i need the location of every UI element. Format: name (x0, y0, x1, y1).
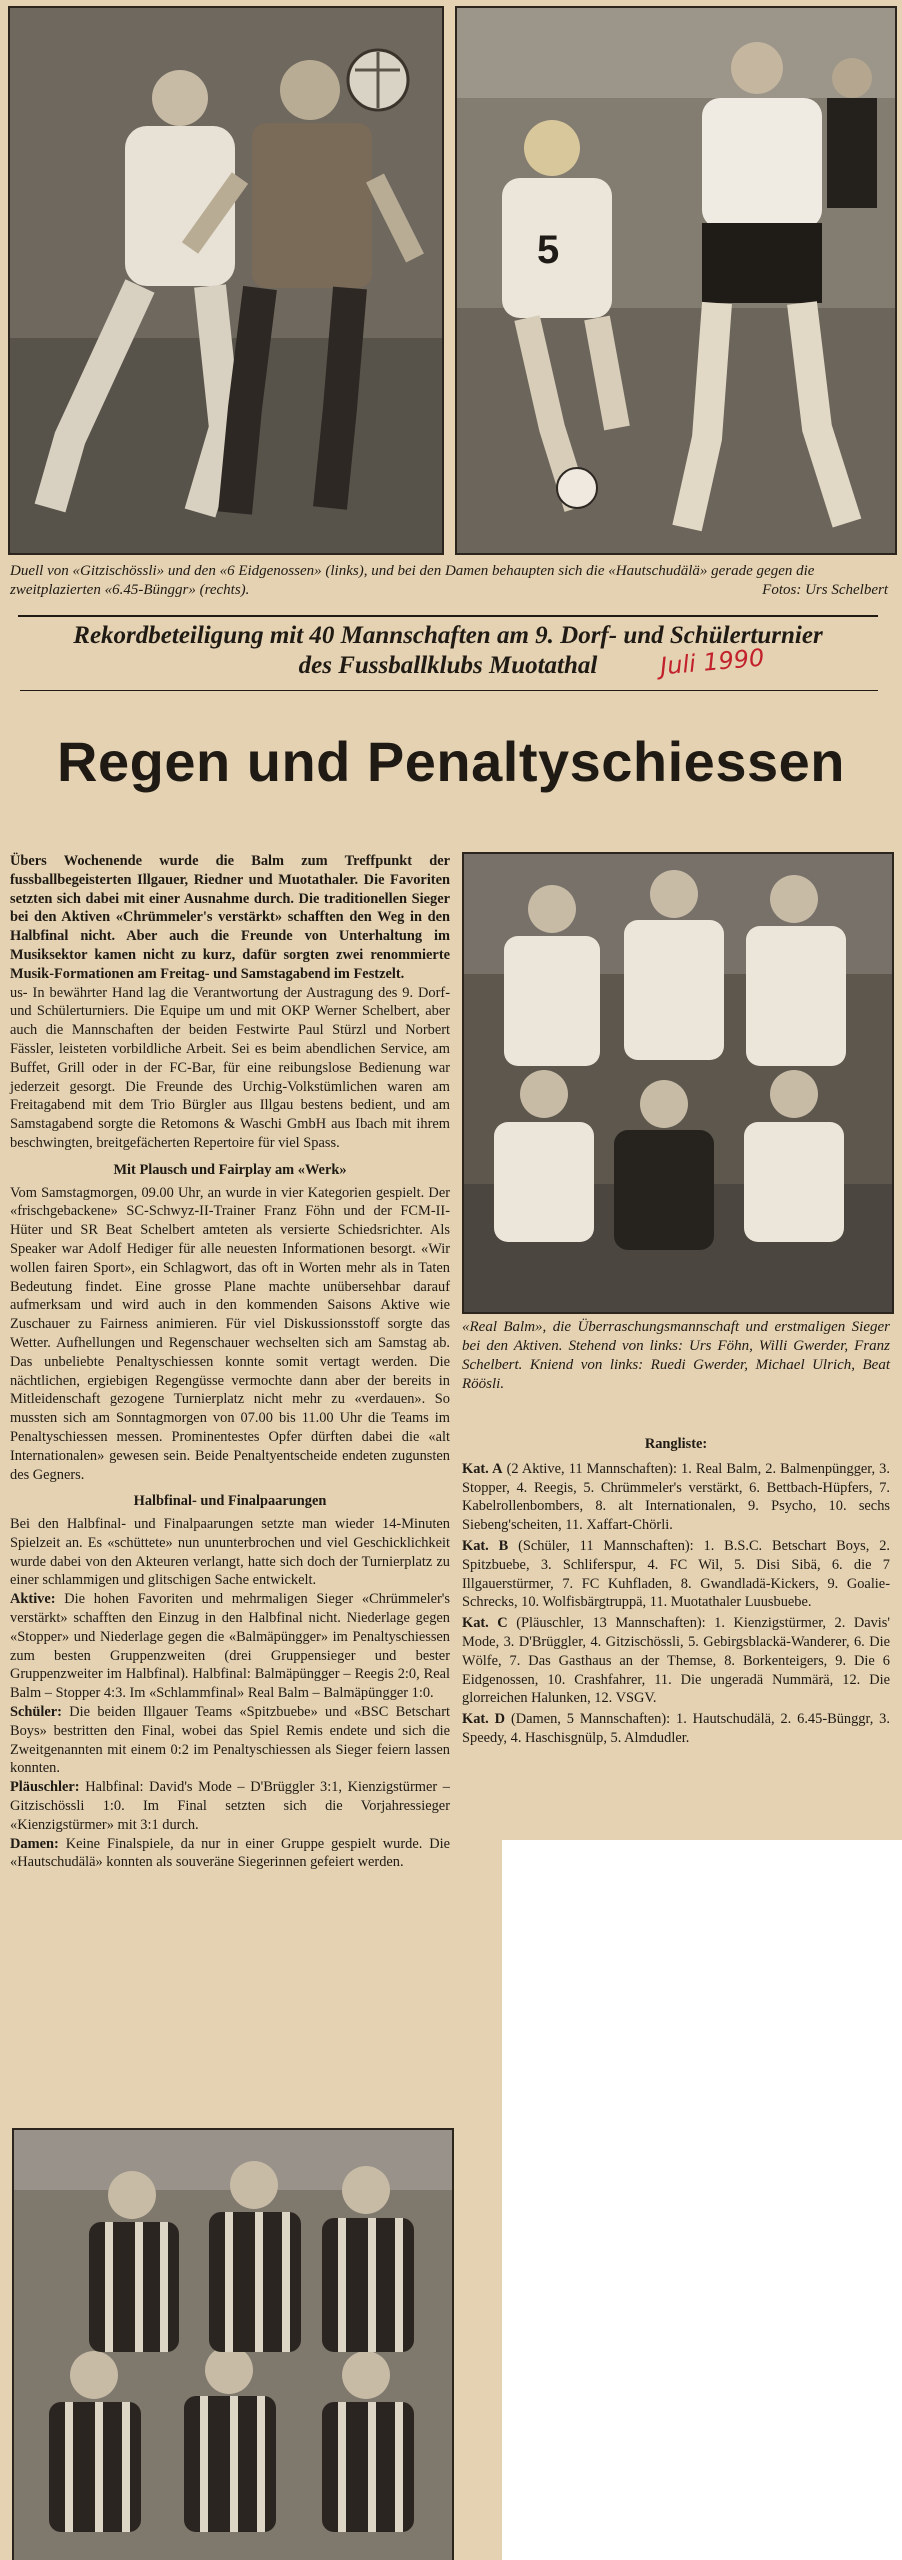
article-paragraph-schueler (10, 1703, 450, 1778)
rangliste-kat-c-label: Kat. C (462, 1615, 508, 1632)
rangliste-kat-a-label: Kat. A (462, 1460, 503, 1477)
photo-real-balm-team-image (464, 854, 892, 1312)
photo-men-duel-image (10, 8, 442, 553)
kicker-line-1: Rekordbeteiligung mit 40 Mannschaften am 9. Dorf- und Schülerturnier (73, 622, 823, 649)
article-paragraph-1: us- In bewährter Hand lag die Verantwortung der Austragung des 9. Dorf- und Schülerturniers. Die Equipe um und mit OKP Werner Schelbert, aber auch die Mannschaften der beiden Festwirte Paul Stürzl und Norbert Fässler, leisteten vorbildliche Arbeit. Sei es beim abendlichen Service, am Buffet, Grill oder in der FC-Bar, für eine reibungslose Bedienung war jederzeit gesorgt. Die Freunde des Urchig-Volkstümlichen waren am Freitagabend mit dem Trio Bürgler aus Illgau bestens bedient, und am Samstagabend sorgte die Retomons & Waschi GmbH aus Ibach mit ihrem beschwingten, breitgefächerten Repertoire für viel Spass. (10, 984, 450, 1151)
headline: Regen und Penaltyschiessen (57, 730, 845, 793)
kicker-top-rule (18, 615, 878, 617)
rangliste-kat-c-text: (Pläuschler, 13 Mannschaften): 1. Kienzigstürmer, 2. Davis' Mode, 3. D'Brüggler, 4. Gitzischössli, 5. Gebirgsblackä-Wanderer, 6. Die Wölfe, 7. Das Gasthaus an der Themse, 8. Borkenteigers, 9. Die 6 Eidgenossen, 10. Crashfahrer, 11. Die ungeradä Nummärä, 12. Die glorreichen Halunken, 12. VSGV. (462, 1615, 890, 1707)
rangliste-kat-b (462, 1537, 890, 1612)
rangliste-kat-a (462, 1460, 890, 1535)
rangliste-kat-b-label: Kat. B (462, 1537, 509, 1554)
photo-real-balm-team (462, 852, 894, 1314)
rangliste-kat-b-text: (Schüler, 11 Mannschaften): 1. B.S.C. Betschart Boys, 2. Spitzbuebe, 3. Schliferspur, 4. FC Wil, 5. Disi Sibä, 6. die 7 Illgauerstürmer, 7. FC Kuhfladen, 8. Gwandladä-Kickers, 9. Goalie-Schrecks, 10. Wolfisbärgtruppä, 11. Muotathaler Luusbuebe. (462, 1537, 890, 1611)
label-plaeuschler: Pläuschler: (10, 1779, 80, 1796)
article-paragraph-plaeuschler (10, 1778, 450, 1834)
article-lead: Übers Wochenende wurde die Balm zum Treffpunkt der fussballbegeisterten Illgauer, Riedner und Muotathaler. Die Favoriten setzten sich dabei mit einer Ausnahme durch. Die traditionellen Sieger bei den Aktiven «Chrümmeler's verstärkt» schafften den Weg in den Halbfinal nicht. Aber auch die Freunde von Unterhaltung im Musiksektor kamen nicht zu kurz, dafür sorgten zwei renommierte Musik-Formationen am Freitag- und Samstagabend im Festzelt. (10, 853, 450, 982)
rangliste-kat-d (462, 1710, 890, 1748)
top-photo-caption (10, 562, 888, 600)
photo-men-duel (8, 6, 444, 555)
photo-bottom-team (12, 2128, 454, 2560)
handwritten-date: Juli 1990 (658, 643, 766, 681)
text-plaeuschler: Halbfinal: David's Mode – D'Brüggler 3:1, Kienzigstürmer – Gitzischössli 1:0. Im Final setzten sich die Vorjahressieger «Kienzigstürmer» mit 3:1 durch. (10, 1779, 450, 1833)
photo-women-duel-image (457, 8, 895, 553)
blank-area (502, 1840, 902, 2560)
label-schueler: Schüler: (10, 1704, 62, 1721)
photo-women-duel (455, 6, 897, 555)
article-paragraph-damen (10, 1835, 450, 1873)
photo-bottom-team-image (14, 2130, 452, 2560)
rangliste-kat-d-text: (Damen, 5 Mannschaften): 1. Hautschudälä, 2. 6.45-Bünggr, 3. Speedy, 4. Haschisgnülp, 5. Almdudler. (462, 1711, 890, 1746)
rangliste (462, 1435, 890, 1750)
article-paragraph-3: Bei den Halbfinal- und Finalpaarungen setzte man wieder 14-Minuten Spielzeit an. Es «schüttete» nun ununterbrochen und viel Geschicklichkeit wurde dabei von den Akteuren verlangt, hatte sich doch der Turnierplatz zu einer schlammigen und glitschigen Sache entwickelt. (10, 1516, 450, 1589)
rangliste-title: Rangliste: (644, 1436, 708, 1452)
article-paragraph-aktive (10, 1590, 450, 1703)
rangliste-kat-d-label: Kat. D (462, 1711, 506, 1728)
kicker-bottom-rule (20, 690, 878, 691)
photo-credit: Fotos: Urs Schelbert (762, 582, 888, 598)
label-damen: Damen: (10, 1835, 59, 1852)
text-schueler: Die beiden Illgauer Teams «Spitzbuebe» und «BSC Betschart Boys» bestritten den Final, wobei das Spiel Remis endete und sich die Zweitgenannten mit einem 0:2 im Penaltyschiessen als Sieger feiern lassen konnten. (10, 1704, 450, 1777)
label-aktive: Aktive: (10, 1591, 56, 1608)
jersey-number: 5 (537, 228, 560, 272)
text-damen: Keine Finalspiele, da nur in einer Gruppe gespielt wurde. Die «Hautschudälä» konnten als souveräne Siegerinnen gefeiert werden. (10, 1835, 450, 1871)
top-photo-caption-text: Duell von «Gitzischössli» und den «6 Eidgenossen» (links), und bei den Damen behaupten sich die «Hautschudälä» gerade gegen die zweitplazierten «6.45-Bünggr» (rechts). (10, 563, 815, 598)
text-aktive: Die hohen Favoriten und mehrmaligen Sieger «Chrümmeler's verstärkt» schafften den Einzug in den Halbfinal nicht. Niederlage gegen «Stopper» und Niederlage gegen die «Balmäpüngger» im Penaltyschiessen zum besten Gruppenzweiten (drei Gruppensieger und bester Gruppenzweiter im Halbfinal). Halbfinal: Balmäpüngger – Reegis 2:0, Real Balm – Stopper 4:3. Im «Schlammfinal» Real Balm – Balmäpüngger 1:0. (10, 1591, 450, 1702)
kicker-line-2: des Fussballklubs Muotathal (298, 652, 598, 679)
subheading-finals: Halbfinal- und Finalpaarungen (133, 1493, 327, 1510)
subheading-plausch: Mit Plausch und Fairplay am «Werk» (113, 1161, 347, 1178)
team-photo-caption: «Real Balm», die Überraschungsmannschaft und erstmaligen Sieger bei den Aktiven. Stehend von links: Urs Föhn, Willi Gwerder, Franz Schelbert. Kniend von links: Ruedi Gwerder, Michael Ulrich, Beat Röösli. (462, 1319, 890, 1392)
rangliste-kat-a-text: (2 Aktive, 11 Mannschaften): 1. Real Balm, 2. Balmenpüngger, 3. Stopper, 4. Reegis, 5. Chrümmeler's verstärkt, 6. Bettbach-Hüpfers, 7. Kabelrollenbombers, 8. alt Internationalen, 9. Psycho, 10. sechs Siebeng'scheiten, 11. Xaffart-Chörli. (462, 1460, 890, 1534)
rangliste-kat-c (462, 1614, 890, 1708)
article-column (10, 852, 450, 1872)
article-paragraph-2: Vom Samstagmorgen, 09.00 Uhr, an wurde in vier Kategorien gespielt. Der «frischgebackene» SC-Schwyz-II-Trainer Franz Föhn und der FCM-II-Hüter und SR Beat Schelbert amteten als versierte Schiedsrichter. Als Speaker war Adolf Hediger für alle neuesten Informationen besorgt. «Wir wollen fairen Sport», ein Schlagwort, das oft in Worten mehr als in Taten Bedeutung findet. Eine grosse Plane machte unübersehbar darauf aufmerksam und wird auch in den kommenden Saisons Aktive wie Zuschauer zu Fairness animieren. Für viel Diskussionsstoff sorgte das Wetter. Aufhellungen und Regenschauer wechselten sich am Samstag ab. Das unbeliebte Penaltyschiessen konnte somit vertagt werden. Die nächtlichen, ergiebigen Regengüsse vermochte dann aber der bereits in Mitleidenschaft gezogene Turnierplatz nicht mehr zu «verdauen». So mussten sich am Sonntagmorgen von 07.00 bis 11.00 Uhr die Teams im Penaltyschiessen messen. Prominentestes Opfer dürften dabei die «alt Internationalen» gewesen sein. Beide Penaltyentscheide endeten zugunsten des Gegners. (10, 1184, 450, 1483)
